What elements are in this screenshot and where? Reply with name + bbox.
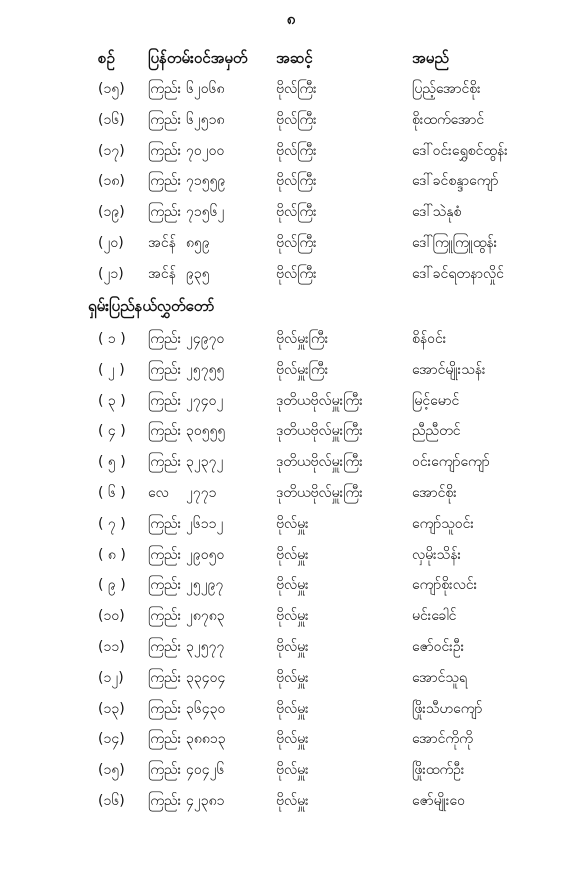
table-row [0, 666, 582, 690]
header-id: ပြန်တမ်းဝင်အမှတ် [148, 49, 248, 67]
row-id-number: ၃၆၄၃၀ [186, 700, 226, 717]
table-row [0, 481, 582, 505]
table-row [0, 697, 582, 721]
row-no: ( ၃ ) [98, 392, 126, 409]
row-rank: ဗိုလ်မှူး [276, 731, 309, 748]
table-row [0, 543, 582, 567]
row-name: လှမိုးသိန်း [412, 546, 462, 563]
table-row [0, 77, 582, 101]
row-no: ( ၉ ) [98, 577, 126, 594]
table-row [0, 573, 582, 597]
row-id-prefix: ကြည်း [148, 423, 182, 440]
row-no: ( ၇ ) [98, 515, 126, 532]
row-no: (၁၁) [98, 639, 125, 655]
table-row [0, 512, 582, 536]
row-no: (၁၅) [98, 81, 125, 97]
row-no: ( ၄ ) [98, 423, 126, 440]
row-name: ဝင်းကျော်ကျော် [412, 454, 490, 471]
row-id-number: ၂၆၁၁၂ [186, 515, 224, 532]
row-rank: ဗိုလ်မှူး [276, 515, 309, 532]
row-rank: ဗိုလ်မှူး [276, 639, 309, 655]
table-row [0, 604, 582, 628]
row-rank: ဗိုလ်မှူး [276, 700, 309, 717]
row-id-number: ၃၂၅၇၇ [186, 639, 225, 655]
row-rank: ဗိုလ်မှူး [276, 608, 309, 625]
section-title: ရှမ်းပြည်နယ်လွှတ်တော် [88, 297, 215, 315]
row-rank: ဗိုလ်ကြီး [276, 173, 317, 190]
row-id-prefix: ကြည်း [148, 81, 182, 97]
row-name: မင်းခေါင် [412, 608, 457, 625]
row-no: (၂၁) [98, 265, 124, 282]
row-id-prefix: ကြည်း [148, 454, 182, 471]
row-id-number: ၂၄၉၇၀ [186, 331, 225, 347]
row-name: ပြည့်အောင်စိုး [412, 81, 481, 97]
header-name: အမည် [412, 49, 449, 67]
row-id-number: ၂၅၇၅၅ [186, 361, 225, 378]
row-id-number: ၇၁၅၅၉ [186, 173, 226, 190]
row-name: ဒေါ်ခင်ရတနာလှိုင် [412, 265, 504, 282]
table-row [0, 169, 582, 193]
row-no: (၁၂) [98, 669, 124, 686]
row-id-number: ၄၂၃၈၁ [186, 793, 225, 809]
row-id-number: ၂၈၇၈၃ [186, 608, 225, 625]
row-id-prefix: အင်န် [148, 235, 176, 251]
table-row [0, 727, 582, 751]
row-no: ( ၅ ) [98, 454, 126, 471]
table-row [0, 108, 582, 132]
row-no: ( ၁ ) [98, 331, 126, 347]
row-name: ဒေါ်သဲနုစံ [412, 204, 462, 221]
row-name: စိုးထက်အောင် [412, 111, 485, 128]
row-id-number: ၈၅၉ [186, 235, 210, 251]
row-id-prefix: ကြည်း [148, 111, 182, 128]
header-no: စဉ် [98, 49, 115, 67]
row-rank: ဒုတိယဗိုလ်မှူးကြီး [276, 423, 363, 440]
row-id-prefix: ကြည်း [148, 577, 182, 594]
row-name: ဒေါ်ဝင်းရွှေစင်ထွန်း [412, 142, 508, 159]
row-name: ဇော်ဝင်းဦး [412, 639, 465, 655]
table-row [0, 262, 582, 286]
table-row [0, 327, 582, 351]
row-id-prefix: ကြည်း [148, 762, 182, 779]
row-id-prefix: ကြည်း [148, 142, 182, 159]
row-name: အောင်စိုး [412, 485, 457, 501]
row-id-number: ၃၈၈၁၃ [186, 731, 226, 748]
table-row [0, 389, 582, 413]
row-id-number: ၂၇၇၁ [186, 485, 217, 501]
table-row [0, 419, 582, 443]
row-id-prefix: ကြည်း [148, 639, 182, 655]
row-no: (၁၆) [98, 111, 125, 128]
row-name: အောင်မျိုးသန်း [412, 361, 486, 378]
row-id-number: ၉၃၅ [186, 265, 210, 282]
row-id-prefix: ကြည်း [148, 546, 182, 563]
row-id-number: ၃၂၃၇၂ [186, 454, 224, 471]
row-rank: ဒုတိယဗိုလ်မှူးကြီး [276, 485, 363, 501]
row-rank: ဗိုလ်ကြီး [276, 204, 317, 221]
row-id-number: ၃၀၅၅၅ [186, 423, 226, 440]
row-id-prefix: ကြည်း [148, 204, 182, 221]
row-rank: ဗိုလ်ကြီး [276, 142, 317, 159]
row-id-prefix: ကြည်း [148, 731, 182, 748]
row-no: ( ၈ ) [98, 546, 126, 563]
row-id-prefix: လေ [148, 485, 169, 501]
row-no: (၁၉) [98, 204, 125, 221]
row-rank: ဗိုလ်ကြီး [276, 111, 317, 128]
row-name: မြင့်မောင် [412, 392, 460, 409]
row-id-number: ၇၁၅၆၂ [186, 204, 225, 221]
row-name: စိန်ဝင်း [412, 331, 447, 347]
table-row [0, 635, 582, 659]
row-rank: ဗိုလ်မှူးကြီး [276, 331, 329, 347]
table-row [0, 789, 582, 813]
table-row [0, 200, 582, 224]
row-id-number: ၂၉၀၅၀ [186, 546, 225, 563]
row-name: ဖြိုးသီဟကျော် [412, 700, 483, 717]
row-id-number: ၂၇၄၀၂ [186, 392, 224, 409]
row-rank: ဗိုလ်မှူးကြီး [276, 361, 329, 378]
row-id-prefix: အင်န် [148, 265, 176, 282]
row-no: (၁၆) [98, 793, 125, 809]
page-number: ၈ [286, 10, 296, 28]
row-rank: ဗိုလ်ကြီး [276, 81, 317, 97]
row-no: (၁၃) [98, 700, 125, 717]
row-no: (၂၀) [98, 235, 124, 251]
row-id-number: ၆၂၀၆၈ [186, 81, 225, 97]
row-id-prefix: ကြည်း [148, 608, 182, 625]
row-rank: ဗိုလ်ကြီး [276, 265, 317, 282]
row-rank: ဗိုလ်မှူး [276, 546, 309, 563]
row-no: ( ၆ ) [98, 485, 126, 501]
row-id-number: ၄၀၄၂၆ [186, 762, 225, 779]
row-rank: ဗိုလ်မှူး [276, 762, 309, 779]
row-no: ( ၂ ) [98, 361, 125, 378]
row-no: (၁၅) [98, 762, 125, 779]
row-id-number: ၃၃၄၀၄ [186, 669, 226, 686]
row-id-number: ၇၀၂၀၀ [186, 142, 225, 159]
row-rank: ဗိုလ်မှူး [276, 577, 309, 594]
row-name: ညီညီတင် [412, 423, 461, 440]
row-id-number: ၂၅၂၉၇ [186, 577, 224, 594]
row-rank: ဗိုလ်မှူး [276, 669, 309, 686]
row-name: ကျော်သူဝင်း [412, 515, 474, 532]
row-name: အောင်သူရ [412, 669, 468, 686]
row-id-prefix: ကြည်း [148, 515, 182, 532]
row-id-number: ၆၂၅၁၈ [186, 111, 225, 128]
row-no: (၁၈) [98, 173, 125, 190]
table-row [0, 231, 582, 255]
row-id-prefix: ကြည်း [148, 793, 182, 809]
row-id-prefix: ကြည်း [148, 669, 182, 686]
row-name: ဒေါ်ခင်စန္ဒာကျော် [412, 173, 499, 190]
row-name: အောင်ကိုကို [412, 731, 473, 748]
row-id-prefix: ကြည်း [148, 700, 182, 717]
table-row [0, 758, 582, 782]
row-id-prefix: ကြည်း [148, 392, 182, 409]
row-id-prefix: ကြည်း [148, 331, 182, 347]
row-no: (၁၇) [98, 142, 125, 159]
row-id-prefix: ကြည်း [148, 361, 182, 378]
row-name: ဇော်မျိုးဝေ [412, 793, 465, 809]
header-rank: အဆင့် [276, 49, 313, 67]
row-name: ဖြိုးထက်ဦး [412, 762, 465, 779]
row-id-prefix: ကြည်း [148, 173, 182, 190]
row-no: (၁၀) [98, 608, 125, 625]
row-rank: ဒုတိယဗိုလ်မှူးကြီး [276, 392, 363, 409]
table-row [0, 358, 582, 382]
row-name: ဒေါ်ကြူကြူထွန်း [412, 235, 498, 251]
row-rank: ဒုတိယဗိုလ်မှူးကြီး [276, 454, 363, 471]
table-row [0, 450, 582, 474]
row-rank: ဗိုလ်ကြီး [276, 235, 317, 251]
table-header [0, 46, 582, 70]
row-rank: ဗိုလ်မှူး [276, 793, 309, 809]
row-name: ကျော်စိုးလင်း [412, 577, 478, 594]
table-row [0, 139, 582, 163]
row-no: (၁၄) [98, 731, 125, 748]
